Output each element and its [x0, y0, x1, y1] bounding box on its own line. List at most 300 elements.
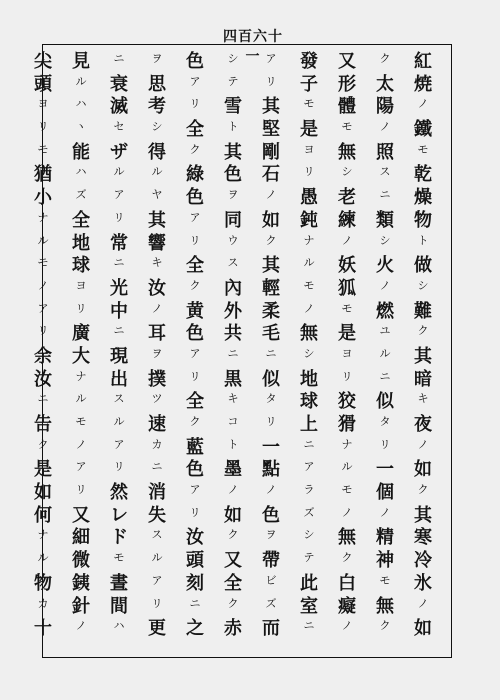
glyph: 暗: [414, 368, 432, 390]
glyph: 然: [110, 482, 128, 504]
glyph: リ: [265, 74, 277, 88]
glyph: 全: [72, 209, 90, 231]
glyph: 全: [186, 255, 204, 277]
glyph: 思: [148, 73, 166, 95]
glyph: 無: [338, 527, 356, 549]
glyph: ア: [189, 210, 201, 224]
glyph: 色: [186, 323, 204, 345]
glyph: ル: [75, 392, 87, 406]
glyph: ヽ: [75, 120, 87, 134]
glyph: ノ: [265, 188, 277, 202]
text-column: [329, 53, 365, 643]
glyph: ニ: [113, 324, 125, 338]
glyph: ノ: [303, 301, 315, 315]
glyph: 個: [376, 482, 394, 504]
glyph: モ: [113, 551, 125, 565]
glyph: ア: [189, 346, 201, 360]
glyph: 其: [262, 255, 280, 277]
glyph: ル: [151, 551, 163, 565]
glyph: 外: [224, 300, 242, 322]
glyph: ナ: [303, 233, 315, 247]
glyph: 夜: [414, 414, 432, 435]
glyph: モ: [341, 483, 353, 497]
glyph: 又: [338, 51, 356, 72]
glyph: 其: [414, 345, 432, 367]
glyph: 焼: [414, 73, 432, 95]
glyph: 墨: [224, 459, 242, 481]
glyph: ル: [303, 256, 315, 270]
glyph: 耳: [148, 323, 166, 345]
glyph: ノ: [37, 278, 49, 292]
glyph: 之: [186, 618, 204, 640]
glyph: リ: [189, 369, 201, 383]
glyph: ヲ: [151, 346, 163, 360]
glyph: シ: [379, 233, 391, 247]
glyph: 常: [110, 232, 128, 254]
glyph: 火: [376, 255, 394, 277]
glyph: 告: [34, 414, 52, 435]
glyph: 速: [148, 414, 166, 435]
glyph: モ: [75, 415, 87, 428]
glyph: 如: [224, 504, 242, 526]
glyph: 如: [414, 459, 432, 481]
text-column: [291, 53, 327, 643]
glyph: コ: [227, 415, 239, 428]
glyph: 頭: [186, 550, 204, 572]
glyph: ノ: [75, 437, 87, 451]
glyph: ヨ: [303, 142, 315, 156]
glyph: 刻: [186, 572, 204, 594]
glyph: 尖: [34, 51, 52, 72]
glyph: 老: [338, 187, 356, 209]
glyph: 而: [262, 618, 280, 640]
glyph: 其: [262, 96, 280, 118]
glyph: 氷: [414, 572, 432, 594]
glyph: カ: [37, 596, 49, 610]
glyph: 又: [224, 550, 242, 572]
text-column: [253, 53, 289, 643]
glyph: ク: [341, 551, 353, 565]
glyph: リ: [265, 415, 277, 428]
glyph: ズ: [303, 505, 315, 519]
text-frame: [34, 44, 452, 658]
glyph: ク: [189, 142, 201, 156]
glyph: 能: [72, 141, 90, 163]
glyph: 中: [110, 300, 128, 322]
glyph: ノ: [379, 505, 391, 519]
glyph: 汝: [186, 527, 204, 549]
glyph: ア: [75, 460, 87, 474]
glyph: 狡: [338, 391, 356, 413]
glyph: 室: [300, 595, 318, 617]
glyph: 見: [72, 51, 90, 72]
glyph: 做: [414, 255, 432, 277]
glyph: ア: [151, 573, 163, 587]
glyph: キ: [151, 256, 163, 270]
glyph: シ: [303, 528, 315, 542]
glyph: 撲: [148, 368, 166, 390]
glyph: 色: [186, 51, 204, 72]
glyph: リ: [189, 97, 201, 111]
vertical-text-columns: [25, 53, 441, 643]
glyph: 似: [376, 391, 394, 413]
glyph: 黄: [186, 300, 204, 322]
glyph: ナ: [37, 528, 49, 542]
glyph: ヤ: [151, 188, 163, 202]
glyph: 形: [338, 73, 356, 95]
glyph: 其: [148, 209, 166, 231]
glyph: ク: [379, 52, 391, 65]
glyph: 子: [300, 73, 318, 95]
glyph: 精: [376, 527, 394, 549]
glyph: 銕: [72, 572, 90, 594]
glyph: リ: [341, 369, 353, 383]
glyph: 現: [110, 345, 128, 367]
glyph: シ: [151, 120, 163, 134]
glyph: ノ: [341, 505, 353, 519]
glyph: ヨ: [75, 278, 87, 292]
glyph: 無: [300, 323, 318, 345]
glyph: ニ: [113, 52, 125, 65]
glyph: リ: [75, 483, 87, 497]
glyph: 滅: [110, 96, 128, 118]
glyph: リ: [189, 233, 201, 247]
glyph: 愚: [300, 187, 318, 209]
glyph: 冷: [414, 550, 432, 572]
glyph: リ: [75, 301, 87, 315]
glyph: ノ: [341, 233, 353, 247]
glyph: 妖: [338, 255, 356, 277]
glyph: ノ: [75, 619, 87, 633]
glyph: モ: [341, 120, 353, 134]
glyph: 全: [224, 572, 242, 594]
glyph: ク: [265, 233, 277, 247]
glyph: 陽: [376, 96, 394, 118]
glyph: セ: [113, 120, 125, 134]
glyph: 照: [376, 141, 394, 163]
glyph: ル: [113, 415, 125, 428]
glyph: リ: [189, 505, 201, 519]
glyph: 更: [148, 618, 166, 640]
glyph: 失: [148, 504, 166, 526]
glyph: ハ: [113, 619, 125, 633]
glyph: 其: [224, 141, 242, 163]
glyph: レ: [110, 504, 128, 526]
glyph: ル: [379, 346, 391, 360]
glyph: 色: [186, 187, 204, 209]
glyph: 此: [300, 572, 318, 594]
glyph: 大: [72, 345, 90, 367]
glyph: シ: [227, 52, 239, 65]
glyph: 難: [414, 300, 432, 322]
glyph: ナ: [75, 369, 87, 383]
glyph: 小: [34, 187, 52, 209]
glyph: 無: [376, 595, 394, 617]
glyph: リ: [37, 324, 49, 338]
glyph: ク: [379, 619, 391, 633]
text-column: [215, 53, 251, 643]
glyph: モ: [37, 142, 49, 156]
glyph: モ: [303, 278, 315, 292]
glyph: 十: [34, 618, 52, 640]
glyph: 廣: [72, 323, 90, 345]
glyph: ク: [189, 278, 201, 292]
glyph: 球: [300, 391, 318, 413]
glyph: 內: [224, 277, 242, 299]
glyph: 綠: [186, 164, 204, 186]
glyph: テ: [227, 74, 239, 88]
glyph: 光: [110, 277, 128, 299]
glyph: ス: [151, 528, 163, 542]
glyph: ニ: [113, 256, 125, 270]
glyph: 黒: [224, 368, 242, 390]
glyph: ア: [37, 301, 49, 315]
glyph: ビ: [265, 573, 277, 587]
glyph: 一: [262, 436, 280, 458]
glyph: ト: [227, 437, 239, 451]
glyph: 堅: [262, 119, 280, 141]
glyph: ノ: [227, 483, 239, 497]
glyph: ク: [227, 596, 239, 610]
glyph: 發: [300, 51, 318, 72]
glyph: 癡: [338, 595, 356, 617]
glyph: 消: [148, 482, 166, 504]
glyph: ノ: [341, 619, 353, 633]
glyph: モ: [303, 97, 315, 111]
glyph: ア: [303, 460, 315, 474]
glyph: 紅: [414, 51, 432, 72]
glyph: ク: [417, 324, 429, 338]
glyph: 赤: [224, 618, 242, 640]
glyph: モ: [341, 301, 353, 315]
glyph: リ: [113, 460, 125, 474]
glyph: ス: [379, 165, 391, 179]
glyph: シ: [417, 278, 429, 292]
glyph: 柔: [262, 300, 280, 322]
glyph: 物: [34, 572, 52, 594]
glyph: 是: [338, 323, 356, 345]
text-column: [139, 53, 175, 643]
glyph: ユ: [379, 324, 391, 338]
glyph: 色: [186, 459, 204, 481]
glyph: 是: [34, 459, 52, 481]
glyph: ニ: [265, 346, 277, 360]
glyph: ニ: [227, 346, 239, 360]
glyph: 無: [338, 141, 356, 163]
glyph: リ: [113, 210, 125, 224]
glyph: タ: [265, 392, 277, 406]
glyph: 全: [186, 119, 204, 141]
glyph: 共: [224, 323, 242, 345]
glyph: ニ: [303, 437, 315, 451]
glyph: 物: [414, 209, 432, 231]
glyph: カ: [151, 437, 163, 451]
glyph: 白: [338, 572, 356, 594]
glyph: ト: [227, 120, 239, 134]
glyph: リ: [151, 596, 163, 610]
glyph: 點: [262, 459, 280, 481]
glyph: 地: [72, 232, 90, 254]
glyph: 是: [300, 119, 318, 141]
glyph: ウ: [227, 233, 239, 247]
glyph: リ: [37, 120, 49, 134]
glyph: ハ: [75, 97, 87, 111]
text-column: [63, 53, 99, 643]
glyph: 針: [72, 595, 90, 617]
glyph: 全: [186, 391, 204, 413]
glyph: 其: [414, 504, 432, 526]
glyph: 毛: [262, 323, 280, 345]
glyph: 如: [414, 618, 432, 640]
glyph: 燥: [414, 187, 432, 209]
text-column: [177, 53, 213, 643]
glyph: ル: [151, 165, 163, 179]
glyph: ク: [227, 528, 239, 542]
glyph: ア: [113, 188, 125, 202]
glyph: ル: [75, 74, 87, 88]
glyph: 猾: [338, 414, 356, 435]
glyph: 細: [72, 527, 90, 549]
glyph: キ: [227, 392, 239, 406]
glyph: テ: [303, 551, 315, 565]
glyph: 雪: [224, 96, 242, 118]
glyph: 寒: [414, 527, 432, 549]
glyph: ニ: [379, 188, 391, 202]
glyph: 地: [300, 368, 318, 390]
glyph: ニ: [151, 460, 163, 474]
glyph: 考: [148, 96, 166, 118]
glyph: 間: [110, 595, 128, 617]
glyph: ド: [110, 527, 128, 549]
glyph: 色: [262, 504, 280, 526]
glyph: 如: [262, 209, 280, 231]
glyph: ク: [189, 415, 201, 428]
glyph: ル: [113, 165, 125, 179]
glyph: 剛: [262, 141, 280, 163]
glyph: ノ: [265, 483, 277, 497]
glyph: ル: [37, 233, 49, 247]
glyph: ル: [37, 551, 49, 565]
glyph: ニ: [37, 392, 49, 406]
glyph: 同: [224, 209, 242, 231]
glyph: ク: [417, 483, 429, 497]
glyph: 余: [34, 345, 52, 367]
glyph: タ: [379, 415, 391, 428]
glyph: ナ: [37, 210, 49, 224]
glyph: 上: [300, 414, 318, 435]
glyph: 鐵: [414, 119, 432, 141]
glyph: ト: [417, 233, 429, 247]
glyph: モ: [417, 142, 429, 156]
glyph: ニ: [189, 596, 201, 610]
glyph: 藍: [186, 436, 204, 458]
glyph: ニ: [379, 369, 391, 383]
glyph: 球: [72, 255, 90, 277]
glyph: リ: [303, 165, 315, 179]
glyph: ノ: [417, 596, 429, 610]
glyph: ツ: [151, 392, 163, 406]
glyph: ノ: [379, 120, 391, 134]
glyph: ク: [37, 437, 49, 451]
glyph: 神: [376, 550, 394, 572]
glyph: 色: [224, 164, 242, 186]
glyph: 頭: [34, 73, 52, 95]
glyph: ラ: [303, 483, 315, 497]
glyph: 汝: [148, 277, 166, 299]
glyph: ア: [265, 52, 277, 65]
glyph: ノ: [151, 301, 163, 315]
glyph: 響: [148, 232, 166, 254]
glyph: 練: [338, 209, 356, 231]
glyph: 太: [376, 73, 394, 95]
glyph: ハ: [75, 165, 87, 179]
glyph: ヲ: [265, 528, 277, 542]
glyph: ノ: [379, 278, 391, 292]
glyph: ノ: [417, 97, 429, 111]
glyph: 如: [34, 482, 52, 504]
glyph: ズ: [265, 596, 277, 610]
text-column: [101, 53, 137, 643]
glyph: ニ: [303, 619, 315, 633]
glyph: モ: [37, 256, 49, 270]
text-column: [405, 53, 441, 643]
glyph: 類: [376, 209, 394, 231]
glyph: ス: [113, 392, 125, 406]
glyph: ル: [341, 460, 353, 474]
glyph: ズ: [75, 188, 87, 202]
glyph: ア: [113, 437, 125, 451]
glyph: ア: [189, 483, 201, 497]
glyph: ザ: [110, 141, 128, 163]
glyph: 似: [262, 368, 280, 390]
glyph: ヨ: [341, 346, 353, 360]
text-column: [25, 53, 61, 643]
glyph: モ: [379, 573, 391, 587]
glyph: 猶: [34, 164, 52, 186]
glyph: 輕: [262, 277, 280, 299]
glyph: 得: [148, 141, 166, 163]
text-column: [367, 53, 403, 643]
glyph: 鈍: [300, 209, 318, 231]
glyph: ノ: [417, 437, 429, 451]
glyph: シ: [341, 165, 353, 179]
glyph: 出: [110, 368, 128, 390]
glyph: キ: [417, 392, 429, 406]
glyph: ヲ: [227, 188, 239, 202]
glyph: 狐: [338, 277, 356, 299]
glyph: 燃: [376, 300, 394, 322]
glyph: リ: [379, 437, 391, 451]
glyph: 帶: [262, 550, 280, 572]
glyph: ナ: [341, 437, 353, 451]
glyph: ヲ: [151, 52, 163, 65]
glyph: 石: [262, 164, 280, 186]
glyph: 衰: [110, 73, 128, 95]
glyph: 體: [338, 96, 356, 118]
glyph: 又: [72, 504, 90, 526]
glyph: 乾: [414, 164, 432, 186]
glyph: ス: [227, 256, 239, 270]
page-number: 四百六十一: [223, 29, 283, 65]
glyph: 汝: [34, 368, 52, 390]
glyph: 一: [376, 459, 394, 481]
glyph: ヨ: [37, 97, 49, 111]
glyph: 何: [34, 504, 52, 526]
glyph: 晝: [110, 572, 128, 594]
glyph: ア: [189, 74, 201, 88]
glyph: シ: [303, 346, 315, 360]
glyph: 微: [72, 550, 90, 572]
